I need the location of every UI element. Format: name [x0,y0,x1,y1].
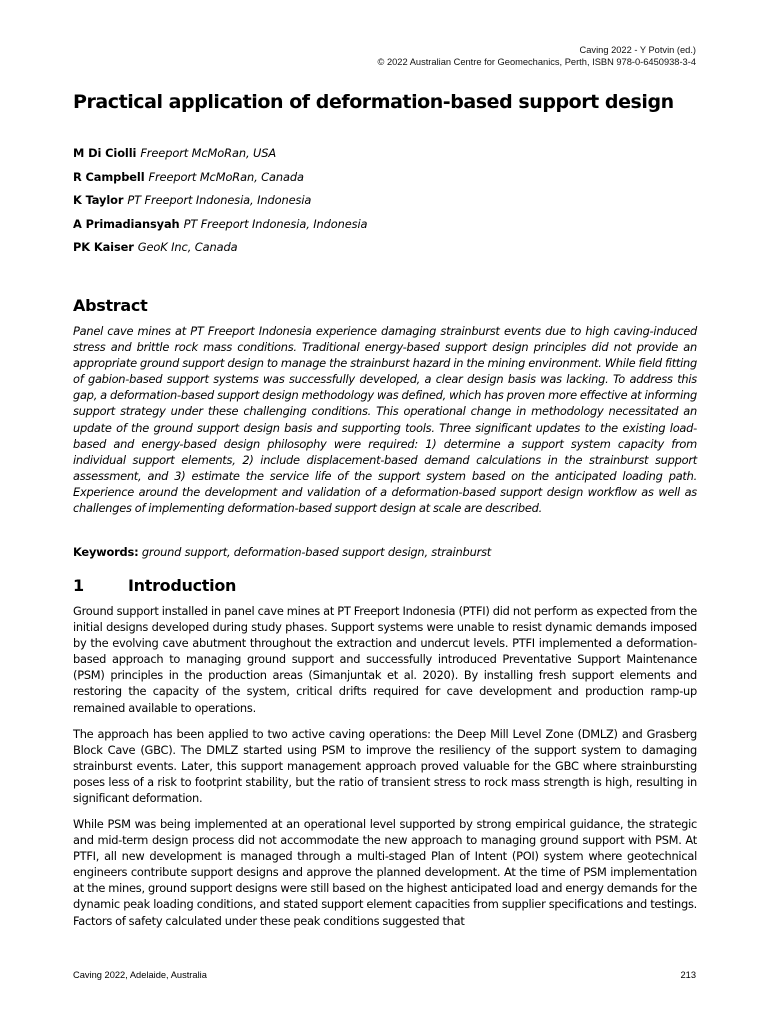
footer-conference: Caving 2022, Adelaide, Australia [73,970,207,980]
abstract-text: Panel cave mines at PT Freeport Indonesia experience damaging strainburst events due to high caving-induced stress and brittle rock mass conditions. Traditional energy-based support design principles did not provide an appropriate ground support design to manage the strainburst hazard in the mining environment. While field fitting of gabion-based support systems was successfully developed, a clear design basis was lacking. To address this gap, a deformation-based support design methodology was defined, which has proven more effective at informing support strategy under these challenging conditions. This operational change in methodology necessitated an update of the ground support design basis and supporting tools. Three significant updates to the existing load-based and energy-based design philosophy were required: 1) determine a support system capacity from individual support elements, 2) include displacement-based demand calculations in the strainburst support assessment, and 3) estimate the service life of the support system based on the anticipated loading path. Experience around the development and validation of a deformation-based support design workflow as well as challenges of implementing deformation-based support design at scale are described. [73,324,697,516]
header-proceedings: Caving 2022 - Y Potvin (ed.) [579,45,696,55]
author-entry [73,167,697,191]
section-title: Introduction [128,576,237,595]
author-name: M Di Ciolli [73,146,137,160]
author-affiliation: PT Freeport Indonesia, Indonesia [127,193,312,207]
paper-title: Practical application of deformation-based support design [73,91,674,113]
author-list [73,143,697,261]
intro-paragraph-1: Ground support installed in panel cave mines at PT Freeport Indonesia (PTFI) did not perform as expected from the initial designs developed during study phases. Support systems were unable to resist dynamic demands imposed by the evolving cave abutment throughout the extraction and undercut levels. PTFI implemented a deformation-based approach to managing ground support and successfully introduced Preventative Support Maintenance (PSM) principles in the production areas (Simanjuntak et al. 2020). By installing fresh support elements and restoring the capacity of the system, critical drifts required for cave development and production ramp-up remained available to operations. [73,604,697,715]
author-name: K Taylor [73,193,124,207]
author-name: R Campbell [73,169,145,184]
header-copyright: © 2022 Australian Centre for Geomechanics, Perth, ISBN 978-0-6450938-3-4 [377,57,696,67]
author-name: PK Kaiser [73,240,134,254]
author-affiliation: Freeport McMoRan, USA [140,146,277,160]
author-name: A Primadiansyah [73,216,180,231]
intro-paragraph-2: The approach has been applied to two active caving operations: the Deep Mill Level Zone (DMLZ) and Grasberg Block Cave (GBC). The DMLZ started using PSM to improve the resiliency of the support system to damaging strainburst events. Later, this support management approach proved valuable for the GBC where strainbursting poses less of a risk to footprint stability, but the ratio of transient stress to rock mass strength is high, resulting in significant deformation. [73,727,697,806]
section-number: 1 [73,576,84,595]
author-entry [73,214,697,238]
author-affiliation: GeoK Inc, Canada [137,240,238,254]
author-entry [73,190,697,214]
introduction-heading [73,575,236,597]
author-entry [73,143,697,167]
intro-paragraph-3: While PSM was being implemented at an operational level supported by strong empirical guidance, the strategic and mid-term design process did not accommodate the new approach to managing ground support with PSM. At PTFI, all new development is managed through a multi-staged Plan of Intent (POI) system where geotechnical engineers contribute support designs and approve the planned development. At the time of PSM implementation at the mines, ground support designs were still based on the highest anticipated load and energy demands for the dynamic peak loading conditions, and stated support element capacities from supplier specifications and testings. Factors of safety calculated under these peak conditions suggested that [73,817,697,928]
author-affiliation: PT Freeport Indonesia, Indonesia [183,216,368,231]
page-number: 213 [680,970,696,980]
running-header [378,44,696,68]
keywords-text: ground support, deformation-based support design, strainburst [141,545,492,559]
author-affiliation: Freeport McMoRan, Canada [148,169,304,184]
abstract-heading: Abstract [73,296,148,315]
keywords-label: Keywords: [73,545,139,559]
keywords-line [73,544,697,560]
author-entry [73,237,697,261]
